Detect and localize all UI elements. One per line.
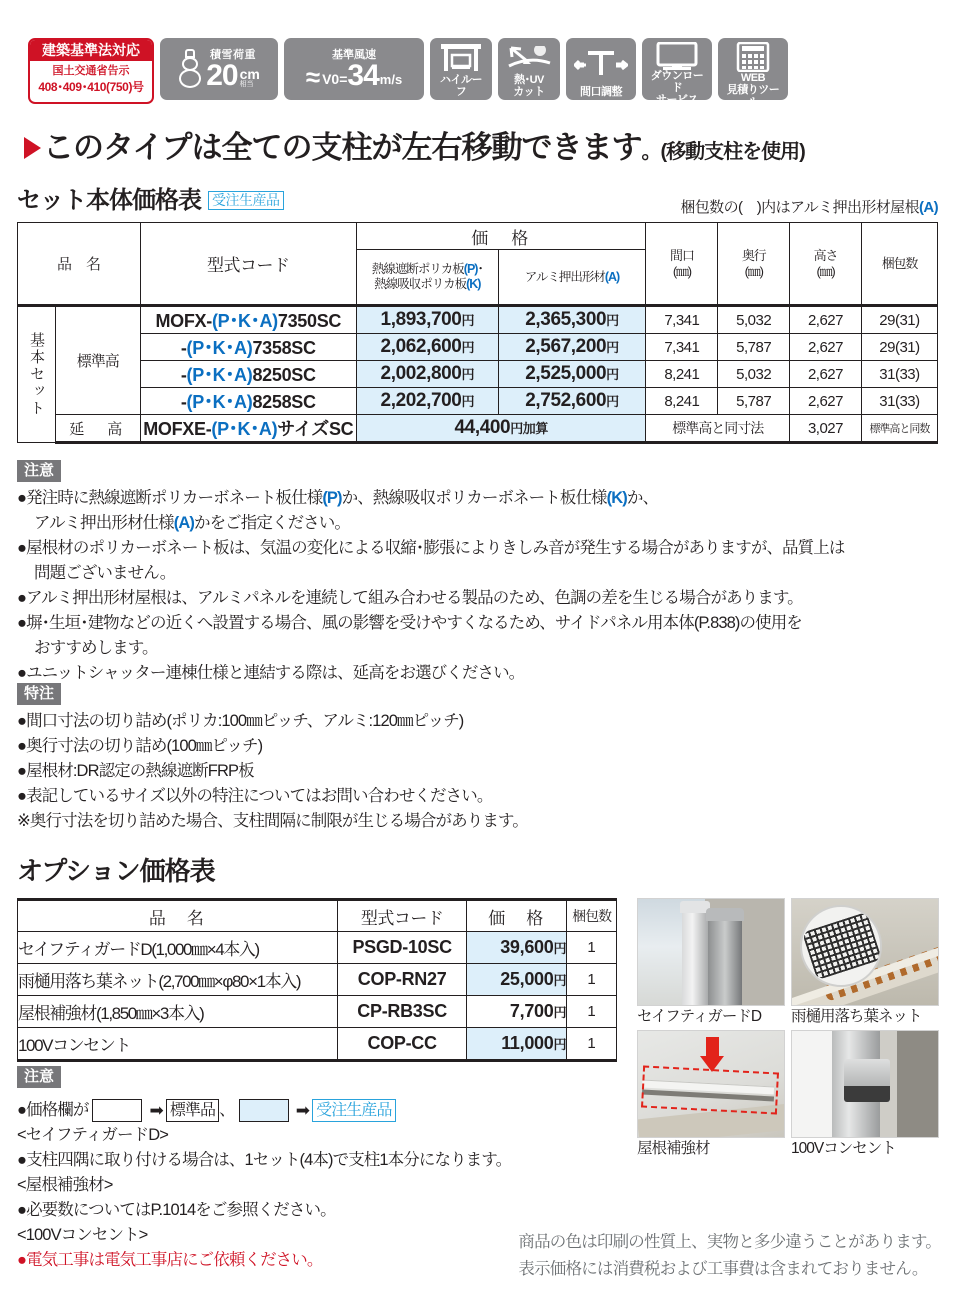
caution-label-1: 注意: [17, 460, 61, 482]
photo-leaf-net-image: [791, 898, 939, 1006]
cell-price-aluminium: 2,752,600円: [498, 388, 646, 415]
caution-text: ●屋根材のポリカーボネート板は、気温の変化による収縮･膨張によりきしみ音が発生する場合がありますが、品質上は: [17, 539, 845, 557]
cell-height: 2,627: [790, 334, 862, 361]
header-price-aluminium: アルミ押出形材(A): [498, 250, 646, 306]
cell-depth: 5,787: [718, 334, 790, 361]
caution-text: ●ユニットシャッター連棟仕様と連結する際は、延高をお選びください。: [17, 664, 525, 682]
caution-line: ●電気工事は電気工事店にご依頼ください。: [17, 1251, 323, 1269]
caution-text: ●塀･生垣･建物などの近くへ設置する場合、風の影響を受けやすくなるため、サイドパネル用本体(P.838)の使用を: [17, 614, 802, 632]
photo-cell-leaf-net: [791, 898, 939, 1028]
wave-icon: ≈: [305, 61, 321, 92]
cell-price-aluminium: 2,365,300円: [498, 306, 646, 334]
caution-text: か、熱線吸収ポリカーボネート板仕様: [341, 489, 607, 507]
cell-packages: 29(31): [861, 306, 937, 334]
group-label-basic-set: 基本セット: [18, 306, 56, 443]
disclaimer-line: 表示価格には消費税および工事費は含まれておりません。: [518, 1260, 928, 1278]
photo-row: [637, 898, 939, 1028]
caution-line: <100Vコンセント>: [17, 1226, 148, 1244]
cell-price-polycarbonate: 2,062,600円: [357, 334, 499, 361]
arrow-right-icon: ➡: [149, 1101, 163, 1120]
option-price: 25,000円: [467, 964, 567, 996]
badge-wind-unit: m/s: [379, 71, 403, 87]
option-header-packages: 梱包数: [567, 900, 617, 932]
option-price: 7,700円: [467, 996, 567, 1028]
special-order-line: ●間口寸法の切り詰め(ポリカ:100㎜ピッチ、アルミ:120㎜ピッチ): [17, 712, 464, 730]
option-code: COP-CC: [337, 1028, 467, 1061]
photo-cell-outlet: [791, 1030, 939, 1160]
table-row: [18, 388, 938, 415]
table-row: [18, 361, 938, 388]
badge-snow-unit: cm: [239, 65, 260, 82]
legend-tag-standard: 標準品: [166, 1099, 219, 1122]
option-packages: 1: [567, 1028, 617, 1061]
option-row: [18, 1028, 617, 1061]
caution-line: [17, 486, 844, 511]
badge-law-line2: 408･409･410(750)号: [38, 80, 144, 94]
cell-price-aluminium: 2,567,200円: [498, 334, 646, 361]
cell-depth: 5,032: [718, 361, 790, 388]
cell-model-code: -(P･K･A)8250SC: [140, 361, 357, 388]
caution-line: [17, 611, 844, 636]
legend-box-white: [92, 1099, 142, 1122]
special-order-line: ●奥行寸法の切り詰め(100㎜ピッチ): [17, 737, 263, 755]
badge-web-caption1: WEB: [740, 72, 766, 84]
option-table-title: オプション価格表: [17, 856, 215, 886]
legend-separator: 、: [219, 1101, 235, 1119]
page-title: セット本体価格表: [17, 187, 201, 214]
table-row: [18, 306, 938, 334]
cell-price-aluminium: 2,525,000円: [498, 361, 646, 388]
caution-body-1: [17, 486, 844, 686]
headline-sub: (移動支柱を使用): [660, 141, 805, 163]
cell-height: 2,627: [790, 388, 862, 415]
cell-width: 7,341: [646, 334, 718, 361]
photo-caption: 100Vコンセント: [791, 1140, 896, 1157]
badge-wind-prefix: V0=: [322, 70, 348, 87]
badge-uv-cut: [498, 38, 560, 100]
cell-height: 2,627: [790, 361, 862, 388]
caution-text: かをご指定ください。: [193, 514, 350, 532]
header-price-polycarbonate: 熱線遮断ポリカ板(P)･ 熱線吸収ポリカ板(K): [357, 250, 499, 306]
option-packages: 1: [567, 932, 617, 964]
option-name: 100Vコンセント: [18, 1028, 338, 1061]
cell-model-code: MOFXE-(P･K･A)サイズSC: [140, 415, 357, 443]
caution-text: ●発注時に熱線遮断ポリカーボネート板仕様: [17, 489, 323, 507]
option-header-code: 型式コード: [337, 900, 467, 932]
caution-line: [17, 561, 844, 586]
caution-line: [17, 586, 844, 611]
caution-line: ●必要数についてはP.1014をご参照ください。: [17, 1201, 336, 1219]
option-code: COP-RN27: [337, 964, 467, 996]
caution-text: 問題ございません。: [34, 564, 176, 582]
cell-depth: 5,032: [718, 306, 790, 334]
disclaimer: [518, 1229, 941, 1283]
caution-line: ●支柱四隅に取り付ける場合は、1セット(4本)で支柱1本分になります。: [17, 1151, 512, 1169]
sub-label-standard-height: 標準高: [56, 306, 141, 415]
cell-price-surcharge: 44,400円加算: [357, 415, 646, 443]
headline: [24, 131, 805, 165]
cell-price-polycarbonate: 2,202,700円: [357, 388, 499, 415]
calculator-icon: [736, 42, 770, 72]
badge-snow-value: 20: [206, 58, 238, 92]
photo-roof-reinforcement-image: [637, 1030, 785, 1138]
product-photo-grid: [637, 898, 939, 1162]
badge-high-roof: [430, 38, 492, 100]
badge-web-estimate-tool[interactable]: [718, 38, 788, 108]
caution-text: おすすめします。: [34, 639, 158, 657]
option-code: CP-RB3SC: [337, 996, 467, 1028]
badge-snow-equiv: 相当: [239, 80, 254, 88]
cell-height: 2,627: [790, 306, 862, 334]
option-name: 雨樋用落ち葉ネット(2,700㎜×φ80×1本入): [18, 964, 338, 996]
special-order-line: ●表記しているサイズ以外の特注についてはお問い合わせください。: [17, 787, 493, 805]
made-to-order-badge: 受注生産品: [208, 191, 284, 210]
caution-line: <セイフティガードD>: [17, 1126, 168, 1144]
cell-price-polycarbonate: 1,893,700円: [357, 306, 499, 334]
caution-text: か、: [626, 489, 659, 507]
option-price-table: [17, 898, 617, 1062]
headline-main: このタイプは全ての支柱が左右移動できます: [43, 130, 642, 165]
cell-dims-same-as-standard: 標準高と同寸法: [646, 415, 790, 443]
header-width: 間口 (㎜): [646, 223, 718, 306]
cell-packages: 29(31): [861, 334, 937, 361]
badge-download-caption1: ダウンロード: [650, 70, 704, 94]
cell-width: 8,241: [646, 388, 718, 415]
option-header-name: 品 名: [18, 900, 338, 932]
header-product-name: 品 名: [18, 223, 141, 306]
option-header-row: [18, 900, 617, 932]
caution-text: アルミ押出形材仕様: [34, 514, 174, 532]
photo-row: [637, 1030, 939, 1160]
caution-body-2: [17, 1123, 511, 1273]
badge-wind-speed: [284, 38, 424, 100]
sub-label-extended-height: 延 高: [56, 415, 141, 443]
main-price-table: [17, 222, 938, 444]
table-header-row-1: [18, 223, 938, 250]
badge-width-adjust-caption: 間口調整: [580, 86, 622, 98]
width-adjust-icon: [574, 42, 628, 86]
photo-outlet-image: [791, 1030, 939, 1138]
badge-download-service[interactable]: [642, 38, 712, 106]
triangle-bullet-icon: [24, 137, 41, 159]
arrow-right-icon: ➡: [295, 1101, 310, 1120]
high-roof-icon: [440, 42, 482, 74]
headline-period: 。: [641, 141, 661, 163]
caution-line: [17, 536, 844, 561]
photo-caption: セイフティガードD: [637, 1008, 762, 1025]
package-note-text: 梱包数の( )内はアルミ押出形材屋根: [680, 199, 919, 216]
badge-law-line1: 国土交通省告示: [52, 65, 130, 77]
table-row: [18, 334, 938, 361]
special-order-body: [17, 709, 528, 834]
photo-safety-guard-image: [637, 898, 785, 1006]
special-order-line: ●屋根材:DR認定の熱線遮断FRP板: [17, 762, 254, 780]
cell-width: 7,341: [646, 306, 718, 334]
photo-caption: 屋根補強材: [637, 1140, 710, 1157]
special-order-label: 特注: [17, 683, 61, 705]
cell-height: 3,027: [790, 415, 862, 443]
cell-model-code: -(P･K･A)7358SC: [140, 334, 357, 361]
cell-model-code: -(P･K･A)8258SC: [140, 388, 357, 415]
uv-cut-icon: [507, 42, 551, 74]
header-packages: 梱包数: [861, 223, 937, 306]
monitor-icon: [654, 42, 700, 70]
legend-tag-made-to-order: 受注生産品: [312, 1099, 396, 1122]
cell-price-polycarbonate: 2,002,800円: [357, 361, 499, 388]
option-row: [18, 932, 617, 964]
cell-packages: 31(33): [861, 388, 937, 415]
option-packages: 1: [567, 996, 617, 1028]
option-name: 屋根補強材(1,850㎜×3本入): [18, 996, 338, 1028]
cell-width: 8,241: [646, 361, 718, 388]
badge-web-caption2: 見積りツール: [726, 84, 780, 108]
main-table-title-row: [17, 188, 284, 214]
caution-line: [17, 636, 844, 661]
cell-packages: 31(33): [861, 361, 937, 388]
caution-text: ●アルミ押出形材屋根は、アルミパネルを連続して組み合わせる製品のため、色調の差を生じる場合があります。: [17, 589, 803, 607]
cell-model-code: MOFX-(P･K･A)7350SC: [140, 306, 357, 334]
badge-law-title: 建築基準法対応: [30, 40, 152, 61]
option-name: セイフティガードD(1,000㎜×4本入): [18, 932, 338, 964]
cell-depth: 5,787: [718, 388, 790, 415]
legend-box-blue: [239, 1099, 289, 1122]
header-depth: 奥行 (㎜): [718, 223, 790, 306]
badge-download-caption2: サービス: [656, 94, 698, 106]
header-price-group: 価 格: [357, 223, 646, 250]
snowman-icon: [178, 49, 202, 89]
option-header-price: 価 格: [467, 900, 567, 932]
photo-caption: 雨樋用落ち葉ネット: [791, 1008, 922, 1025]
cell-packages: 標準高と同数: [861, 415, 937, 443]
badge-snow-load: [160, 38, 278, 100]
option-price: 39,600円: [467, 932, 567, 964]
option-packages: 1: [567, 964, 617, 996]
feature-badge-row: [28, 38, 788, 108]
caution-line: <屋根補強材>: [17, 1176, 113, 1194]
caution-line: [17, 661, 844, 686]
caution-label-2: 注意: [17, 1066, 61, 1088]
caution-line: [17, 511, 844, 536]
spec-mark: (P): [322, 489, 342, 507]
badge-uv-cut-caption1: 熱･UV: [514, 74, 544, 86]
disclaimer-line: 商品の色は印刷の性質上、実物と多少違うことがあります。: [518, 1233, 941, 1251]
price-legend: [17, 1098, 396, 1123]
badge-width-adjust: [566, 38, 636, 100]
badge-high-roof-caption: ハイルーフ: [440, 74, 482, 98]
spec-mark: (K): [606, 489, 627, 507]
option-row: [18, 996, 617, 1028]
option-code: PSGD-10SC: [337, 932, 467, 964]
option-price: 11,000円: [467, 1028, 567, 1061]
header-height: 高さ (㎜): [790, 223, 862, 306]
badge-building-standards-law: [28, 38, 154, 104]
option-row: [18, 964, 617, 996]
photo-cell-safety-guard: [637, 898, 785, 1028]
legend-prefix: ●価格欄が: [17, 1101, 89, 1119]
spec-mark: (A): [173, 514, 194, 532]
package-note: [680, 196, 938, 217]
badge-snow-label: 積雪荷重: [209, 48, 256, 61]
header-model-code: 型式コード: [140, 223, 357, 306]
badge-uv-cut-caption2: カット: [513, 86, 545, 98]
badge-wind-value: 34: [347, 58, 379, 92]
table-row-extended-height: [18, 415, 938, 443]
badge-wind-label: 基準風速: [332, 48, 376, 61]
photo-cell-roof-reinforcement: [637, 1030, 785, 1160]
package-note-mark: (A): [918, 199, 938, 216]
special-order-line: ※奥行寸法を切り詰めた場合、支柱間隔に制限が生じる場合があります。: [17, 812, 528, 830]
